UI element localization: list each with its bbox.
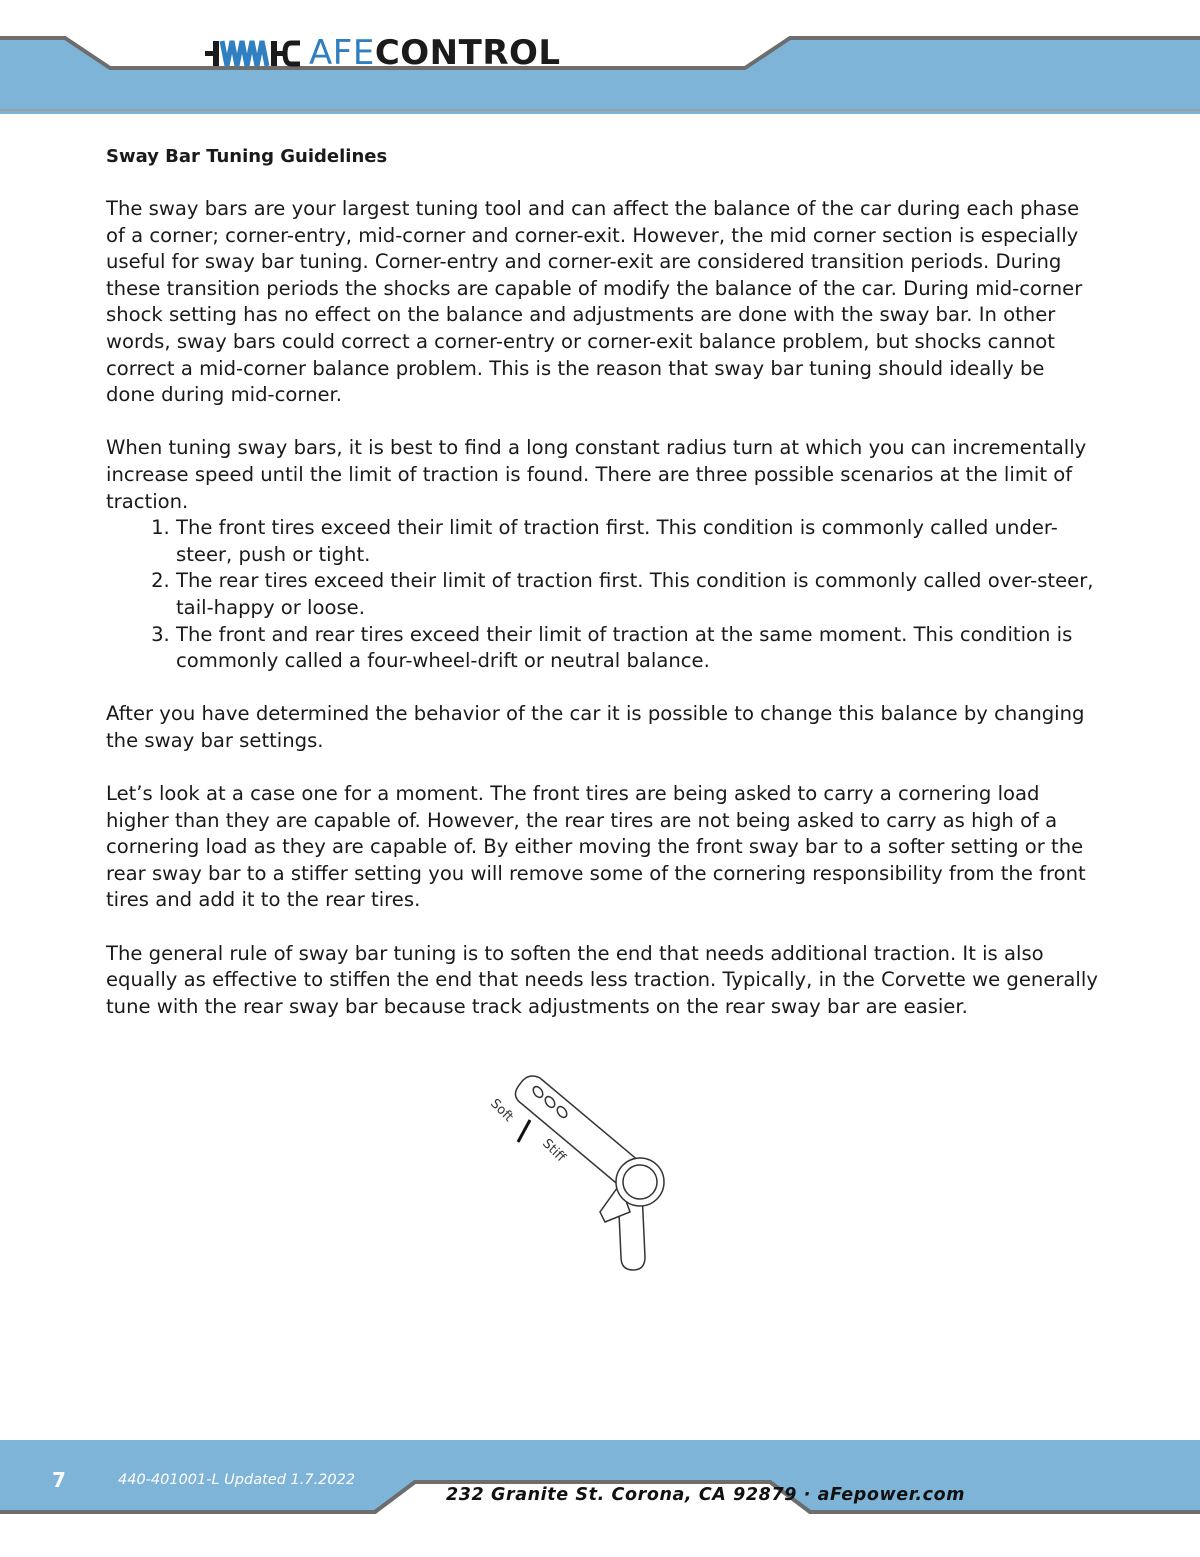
paragraph-general-rule: The general rule of sway bar tuning is to soften the end that needs additional traction. It is also equally as effective to stiffen the end that needs less traction. Typically, in the Corvette we generally tune with the rear sway bar because track adjustments on the rear sway bar are easier. xyxy=(106,941,1098,1018)
scenario-list xyxy=(106,515,1098,675)
section-title: Sway Bar Tuning Guidelines xyxy=(106,146,388,167)
stiff-label: Stiff xyxy=(539,1136,569,1166)
brand-logo xyxy=(205,32,561,74)
list-item: 1. The front tires exceed their limit of traction first. This condition is commonly called under-steer, push or tight. xyxy=(176,515,1098,568)
paragraph-balance-change: After you have determined the behavior of the car it is possible to change this balance by changing the sway bar settings. xyxy=(106,702,1085,752)
document-id: 440-401001-L Updated 1.7.2022 xyxy=(118,1472,356,1488)
list-item: 2. The rear tires exceed their limit of traction first. This condition is commonly called over-steer, tail-happy or loose. xyxy=(176,568,1098,621)
brand-name-prefix: AFE xyxy=(309,33,375,73)
header-band xyxy=(0,0,1200,120)
soft-stiff-divider xyxy=(518,1120,530,1142)
soft-label: Soft xyxy=(487,1096,516,1125)
page-header xyxy=(0,0,1200,120)
paragraph-intro: The sway bars are your largest tuning tool and can affect the balance of the car during each phase of a corner; corner-entry, mid-corner and corner-exit. However, the mid corner section is especially useful for sway bar tuning. Corner-entry and corner-exit are considered transition periods. During these transition periods the shocks are capable of modify the balance of the car. During mid-corner shock setting has no effect on the balance and adjustments are done with the sway bar. In other words, sway bars could correct a corner-entry or corner-exit balance problem, but shocks cannot correct a mid-corner balance problem. This is the reason that sway bar tuning should ideally be done during mid-corner. xyxy=(106,197,1083,407)
page-number: 7 xyxy=(52,1468,66,1492)
paragraph-tuning-method: When tuning sway bars, it is best to find a long constant radius turn at which you can incrementally increase speed until the limit of traction is found. There are three possible scenarios at the limit of traction. xyxy=(106,436,1087,513)
list-item: 3. The front and rear tires exceed their limit of traction at the same moment. This condition is commonly called a four-wheel-drift or neutral balance. xyxy=(176,622,1098,675)
brand-name xyxy=(309,33,561,73)
document-body xyxy=(106,144,1098,1047)
sway-bar-diagram xyxy=(480,1072,680,1277)
company-address: 232 Granite St. Corona, CA 92879 · aFepower.com xyxy=(446,1485,966,1505)
brand-name-suffix: CONTROL xyxy=(374,33,561,73)
coil-spring-shock-icon xyxy=(205,35,301,71)
paragraph-case-one: Let’s look at a case one for a moment. The front tires are being asked to carry a cornering load higher than they are capable of. However, the rear tires are not being asked to carry as high of a cornering load as they are capable of. By either moving the front sway bar to a softer setting or the rear sway bar to a stiffer setting you will remove some of the cornering responsibility from the front tires and add it to the rear tires. xyxy=(106,782,1086,912)
